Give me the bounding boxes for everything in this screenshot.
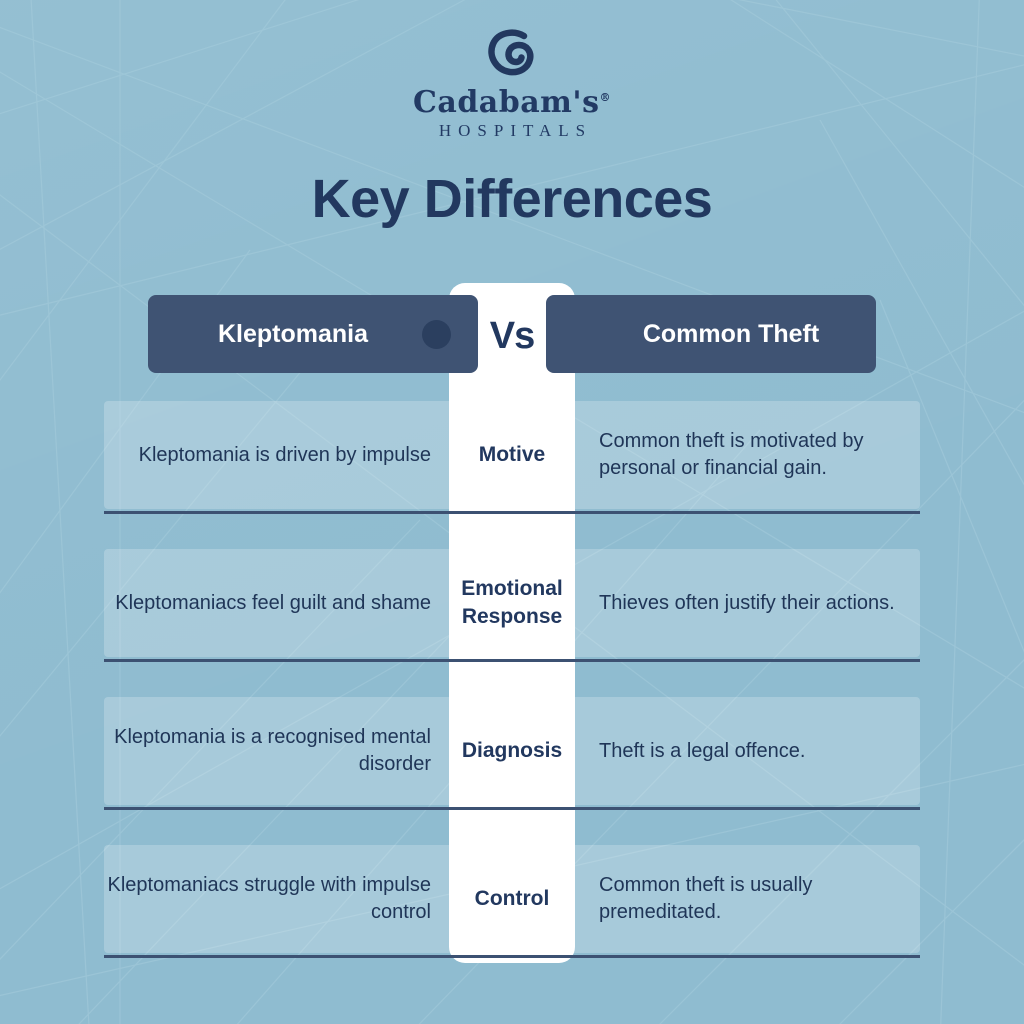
row-left-text: Kleptomania is driven by impulse [138, 443, 431, 466]
brand-name-text: Cadabam's [413, 85, 600, 120]
brand-name [0, 86, 1024, 119]
registered-mark: ® [599, 91, 611, 104]
cadabams-swirl-logo-icon [480, 28, 544, 84]
table-row [104, 845, 920, 965]
brand-subtitle: HOSPITALS [438, 121, 593, 140]
row-left-text: Kleptomaniacs struggle with impulse control [107, 874, 431, 923]
row-divider [104, 511, 920, 514]
comparison-table [104, 283, 920, 993]
row-right-text: Theft is a legal offence. [599, 739, 806, 762]
row-left-text: Kleptomaniacs feel guilt and shame [115, 591, 431, 614]
row-right-text: Common theft is usually premeditated. [599, 874, 813, 923]
header-left: Kleptomania [148, 295, 478, 373]
row-category-label: Emotional Response [461, 576, 563, 628]
page-title: Key Differences [311, 169, 713, 229]
table-row [104, 697, 920, 817]
table-row [104, 401, 920, 521]
comparison-rows [104, 401, 920, 965]
row-left-text: Kleptomania is a recognised mental disorder [114, 726, 431, 775]
row-category-label: Motive [478, 442, 546, 466]
comparison-headers [104, 283, 920, 379]
row-right-text: Common theft is motivated by personal or financial gain. [599, 430, 864, 479]
connector-dot-left [422, 320, 451, 349]
row-right-text: Thieves often justify their actions. [599, 591, 895, 614]
row-category-label: Control [474, 886, 550, 910]
row-divider [104, 807, 920, 810]
vs-label: Vs [489, 315, 535, 357]
brand-logo [0, 28, 1024, 141]
row-category-label: Diagnosis [461, 738, 563, 762]
header-right: Common Theft [546, 295, 876, 373]
row-divider [104, 955, 920, 958]
table-row [104, 549, 920, 669]
row-divider [104, 659, 920, 662]
